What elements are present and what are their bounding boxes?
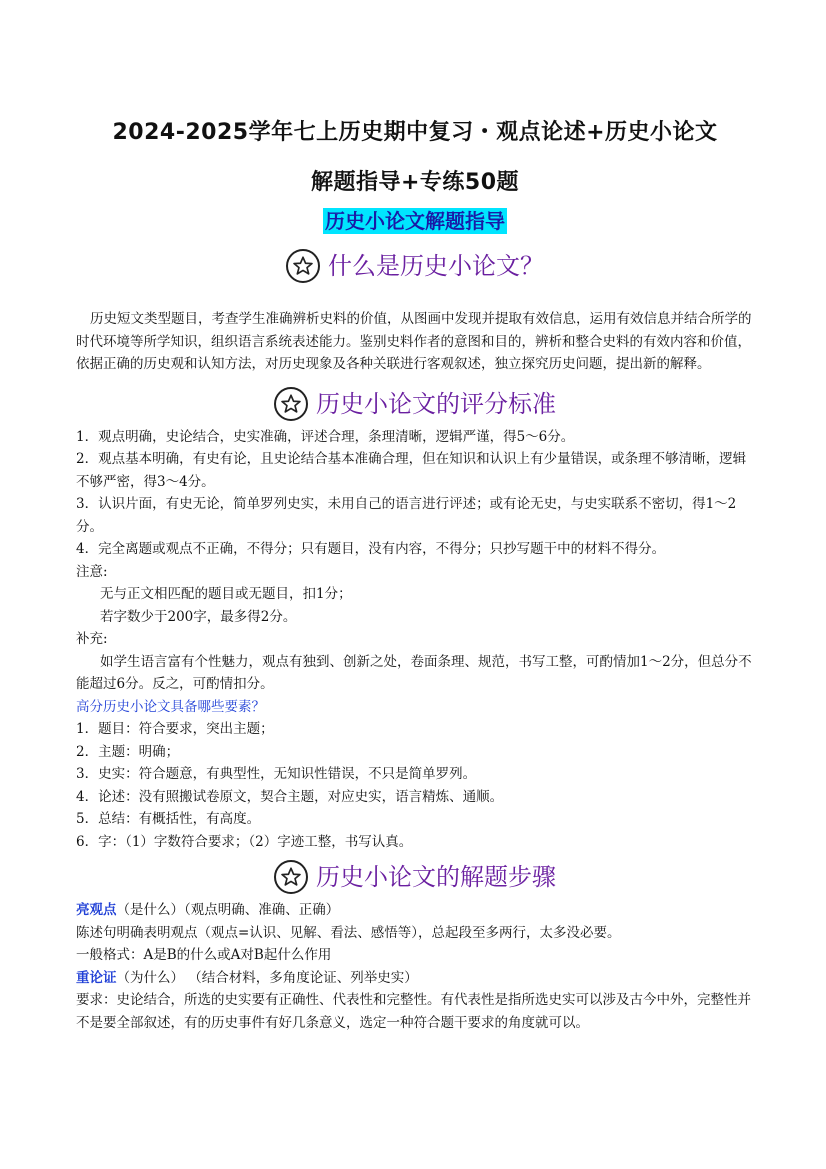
scoring-item: 4．完全离题或观点不正确，不得分；只有题目，没有内容，不得分；只抄写题干中的材料不得分。 bbox=[76, 541, 666, 557]
step-heading bbox=[76, 899, 754, 922]
star-in-circle-icon bbox=[286, 249, 320, 283]
highlight-heading: 历史小论文解题指导 bbox=[325, 209, 505, 233]
step-subtitle: （是什么）（观点明确、准确、正确） bbox=[116, 902, 340, 918]
step-description: 陈述句明确表明观点（观点=认识、见解、看法、感悟等），总起段至多两行，太多没必要。 bbox=[76, 924, 621, 941]
section-heading-what bbox=[76, 244, 754, 288]
step-description: 要求：史论结合，所选的史实要有正确性、代表性和完整性。有代表性是指所选史实可以涉及古今中外，完整性并不是要全部叙述，有的历史事件有好几条意义，选定一种符合题干要求的角度就可以。 bbox=[76, 992, 751, 1031]
scoring-item: 2．观点基本明确，有史有论，且史论结合基本准确合理，但在知识和认识上有少量错误，或条理不够清晰，逻辑不够严密，得3～4分。 bbox=[76, 451, 747, 490]
element-item: 5．总结：有概括性，有高度。 bbox=[76, 811, 261, 827]
document-title-line2: 解题指导+专练50题 bbox=[310, 170, 520, 195]
section-title: 什么是历史小论文？ bbox=[328, 252, 544, 280]
section-title: 历史小论文的解题步骤 bbox=[316, 863, 556, 891]
element-item: 2．主题：明确； bbox=[76, 743, 180, 760]
section-title: 历史小论文的评分标准 bbox=[316, 389, 556, 418]
highlight-heading-wrap bbox=[76, 208, 754, 238]
element-item: 3．史实：符合题意，有典型性，无知识性错误，不只是简单罗列。 bbox=[76, 766, 477, 782]
star-in-circle-icon bbox=[274, 387, 308, 421]
scoring-item: 1．观点明确，史论结合，史实准确，评述合理，条理清晰，逻辑严谨，得5～6分。 bbox=[76, 428, 575, 445]
step-format: 一般格式：A是B的什么或A对B起什么作用 bbox=[76, 947, 332, 963]
step-heading bbox=[76, 967, 754, 990]
element-item: 4．论述：没有照搬试卷原文，契合主题，对应史实，语言精炼、通顺。 bbox=[76, 788, 504, 805]
note-label: 注意: bbox=[76, 563, 108, 580]
element-item: 1．题目：符合要求，突出主题； bbox=[76, 721, 274, 737]
scoring-item: 3．认识片面，有史无论，简单罗列史实，未用自己的语言进行评述；或有论无史，与史实联系不密切，得1～2分。 bbox=[76, 496, 737, 535]
step-label: 重论证 bbox=[76, 969, 117, 986]
section-heading-scoring bbox=[76, 382, 754, 426]
star-in-circle-icon bbox=[274, 860, 308, 894]
supplement-label: 补充: bbox=[76, 631, 108, 647]
step-subtitle: （为什么） （结合材料，多角度论证、列举史实） bbox=[116, 969, 418, 986]
section-paragraph: 历史短文类型题目，考查学生准确辨析史料的价值，从图画中发现并提取有效信息，运用有效信息并结合所学的时代环境等所学知识，组织语言系统表述能力。鉴别史料作者的意图和目的，辨析和整合史料的有效内容和价值，依据正确的历史观和认知方法，对历史现象及各种关联进行客观叙述，独立探究历史问题，提出新的解释。 bbox=[76, 311, 752, 372]
note-item: 无与正文相匹配的题目或无题目，扣1分； bbox=[100, 586, 352, 602]
element-item: 6．字：（1）字数符合要求；（2）字迹工整，书写认真。 bbox=[76, 833, 413, 850]
section-heading-steps bbox=[76, 855, 754, 899]
document-title-line1: 2024-2025学年七上历史期中复习・观点论述+历史小论文 bbox=[112, 120, 718, 145]
elements-question: 高分历史小论文具备哪些要素？ bbox=[76, 698, 265, 715]
supplement-text: 如学生语言富有个性魅力，观点有独到、创新之处，卷面条理、规范，书写工整，可酌情加1～2分，但总分不能超过6分。反之，可酌情扣分。 bbox=[76, 653, 752, 692]
note-item: 若字数少于200字，最多得2分。 bbox=[100, 608, 297, 625]
step-label: 亮观点 bbox=[76, 902, 117, 918]
